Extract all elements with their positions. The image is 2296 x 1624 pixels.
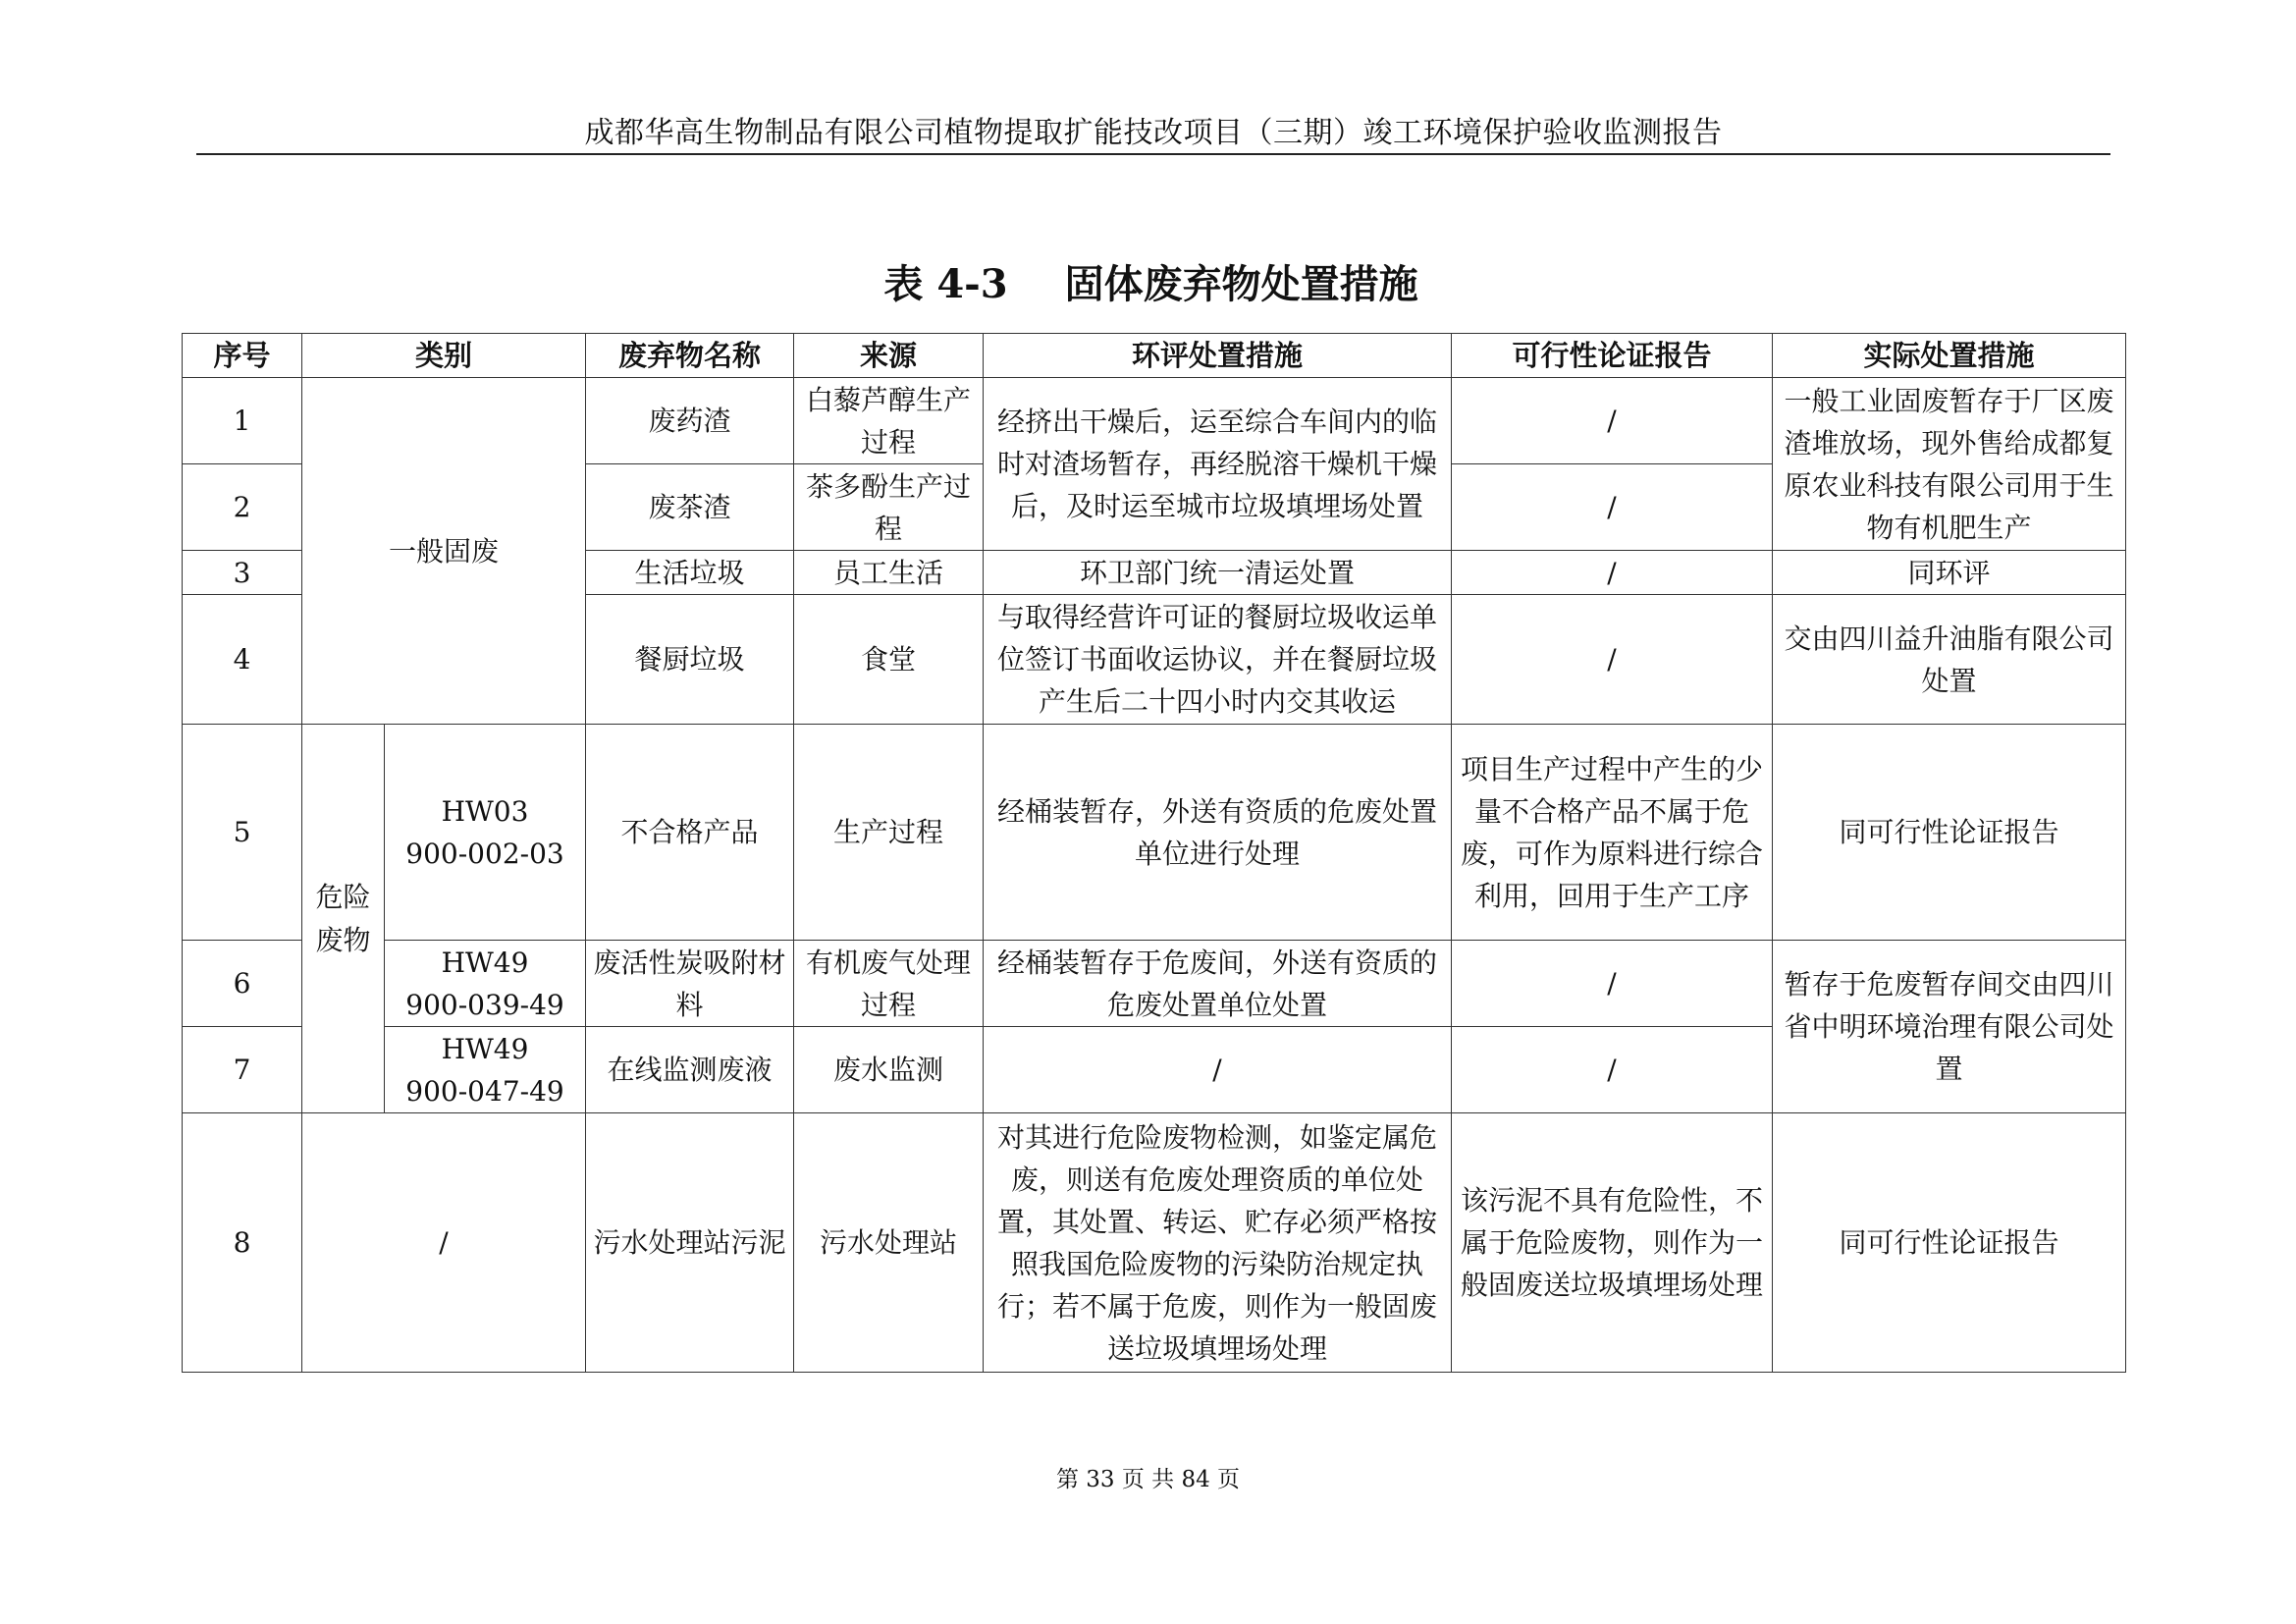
category-hazardous: 危险废物 (302, 725, 385, 1113)
hazard-class: HW49 (441, 1032, 529, 1065)
header-source: 来源 (794, 334, 984, 378)
cell-feasibility: 该污泥不具有危险性，不属于危险废物，则作为一般固废送垃圾填埋场处理 (1452, 1113, 1773, 1373)
header-category: 类别 (302, 334, 586, 378)
cell-waste-name: 生活垃圾 (586, 551, 794, 595)
table-title (177, 257, 2125, 312)
category-none: / (302, 1113, 586, 1373)
hazard-class: HW03 (441, 794, 529, 828)
cell-feasibility: 项目生产过程中产生的少量不合格产品不属于危废，可作为原料进行综合利用，回用于生产工序 (1452, 725, 1773, 941)
header-seq: 序号 (183, 334, 302, 378)
hazard-class: HW49 (441, 946, 529, 979)
cell-feasibility: / (1452, 551, 1773, 595)
cell-feasibility: / (1452, 595, 1773, 725)
cell-seq: 1 (183, 378, 302, 464)
cell-source: 食堂 (794, 595, 984, 725)
cell-seq: 6 (183, 941, 302, 1027)
cell-waste-name: 废活性炭吸附材料 (586, 941, 794, 1027)
cell-eia-measure: / (984, 1027, 1452, 1113)
cell-feasibility: / (1452, 378, 1773, 464)
table-number: 表 4-3 (883, 261, 1008, 307)
cell-waste-name: 不合格产品 (586, 725, 794, 941)
table-row (183, 941, 2126, 1027)
cell-actual-measure: 同环评 (1773, 551, 2126, 595)
cell-actual-measure-merged: 一般工业固废暂存于厂区废渣堆放场，现外售给成都复原农业科技有限公司用于生物有机肥生产 (1773, 378, 2126, 551)
cell-eia-measure: 环卫部门统一清运处置 (984, 551, 1452, 595)
cell-feasibility: / (1452, 464, 1773, 551)
cell-source: 生产过程 (794, 725, 984, 941)
cell-seq: 7 (183, 1027, 302, 1113)
table-row (183, 378, 2126, 464)
cell-eia-measure-merged: 经挤出干燥后，运至综合车间内的临时对渣场暂存，再经脱溶干燥机干燥后，及时运至城市垃圾填埋场处置 (984, 378, 1452, 551)
cell-waste-name: 餐厨垃圾 (586, 595, 794, 725)
cell-actual-measure: 同可行性论证报告 (1773, 725, 2126, 941)
cell-source: 茶多酚生产过程 (794, 464, 984, 551)
table-header-row (183, 334, 2126, 378)
cell-seq: 3 (183, 551, 302, 595)
header-feasibility: 可行性论证报告 (1452, 334, 1773, 378)
header-actual-measure: 实际处置措施 (1773, 334, 2126, 378)
cell-eia-measure: 经桶装暂存，外送有资质的危废处置单位进行处理 (984, 725, 1452, 941)
cell-eia-measure: 对其进行危险废物检测，如鉴定属危废，则送有危废处理资质的单位处置，其处置、转运、贮存必须严格按照我国危险废物的污染防治规定执行；若不属于危废，则作为一般固废送垃圾填埋场处理 (984, 1113, 1452, 1373)
cell-seq: 4 (183, 595, 302, 725)
cell-seq: 8 (183, 1113, 302, 1373)
table-row (183, 1113, 2126, 1373)
hazard-code: 900-002-03 (405, 837, 564, 870)
cell-source: 白藜芦醇生产过程 (794, 378, 984, 464)
cell-waste-name: 废药渣 (586, 378, 794, 464)
cell-actual-measure-merged: 暂存于危废暂存间交由四川省中明环境治理有限公司处置 (1773, 941, 2126, 1113)
cell-seq: 5 (183, 725, 302, 941)
cell-hazard-code (385, 725, 586, 941)
cell-source: 员工生活 (794, 551, 984, 595)
cell-waste-name: 废茶渣 (586, 464, 794, 551)
table-name: 固体废弃物处置措施 (1064, 261, 1418, 307)
header-waste-name: 废弃物名称 (586, 334, 794, 378)
category-general: 一般固废 (302, 378, 586, 725)
table-row (183, 725, 2126, 941)
hazard-code: 900-047-49 (405, 1074, 564, 1108)
cell-eia-measure: 经桶装暂存于危废间，外送有资质的危废处置单位处置 (984, 941, 1452, 1027)
hazard-code: 900-039-49 (405, 988, 564, 1021)
cell-hazard-code (385, 941, 586, 1027)
page-footer: 第 33 页 共 84 页 (1055, 1467, 1241, 1492)
waste-disposal-table (182, 333, 2126, 1373)
header-eia-measure: 环评处置措施 (984, 334, 1452, 378)
cell-actual-measure: 同可行性论证报告 (1773, 1113, 2126, 1373)
running-header: 成都华高生物制品有限公司植物提取扩能技改项目（三期）竣工环境保护验收监测报告 (584, 116, 1723, 150)
cell-eia-measure: 与取得经营许可证的餐厨垃圾收运单位签订书面收运协议，并在餐厨垃圾产生后二十四小时内交其收运 (984, 595, 1452, 725)
cell-feasibility: / (1452, 941, 1773, 1027)
cell-source: 废水监测 (794, 1027, 984, 1113)
cell-waste-name: 在线监测废液 (586, 1027, 794, 1113)
cell-actual-measure: 交由四川益升油脂有限公司处置 (1773, 595, 2126, 725)
cell-hazard-code (385, 1027, 586, 1113)
cell-feasibility: / (1452, 1027, 1773, 1113)
cell-source: 有机废气处理过程 (794, 941, 984, 1027)
cell-source: 污水处理站 (794, 1113, 984, 1373)
cell-seq: 2 (183, 464, 302, 551)
header-rule (196, 153, 2110, 155)
cell-waste-name: 污水处理站污泥 (586, 1113, 794, 1373)
